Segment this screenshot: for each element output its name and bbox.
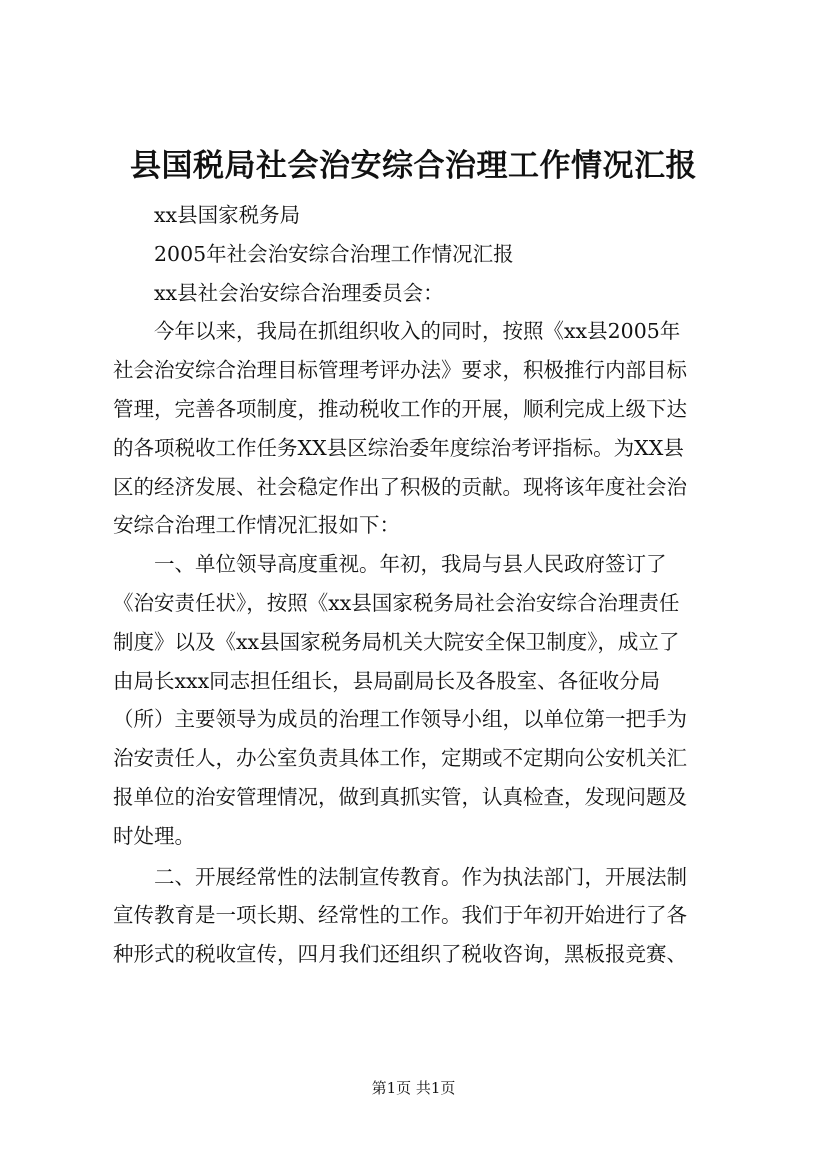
paragraph-line: 区的经济发展、社会稳定作出了积极的贡献。现将该年度社会治	[113, 474, 687, 499]
paragraph-line: 种形式的税收宣传，四月我们还组织了税收咨询，黑板报竞赛、	[113, 942, 687, 967]
paragraph-3	[113, 858, 725, 974]
salutation: xx县社会治安综合治理委员会：	[154, 280, 444, 305]
paragraph-line: 安综合治理工作情况汇报如下：	[113, 513, 400, 538]
org-line: xx县国家税务局	[154, 203, 301, 227]
page-footer: 第1页 共1页	[371, 1079, 456, 1097]
paragraph-line: 社会治安综合治理目标管理考评办法》要求，积极推行内部目标	[113, 358, 687, 383]
paragraph-line: 一、单位领导高度重视。年初，我局与县人民政府签订了	[154, 552, 667, 577]
paragraph-2	[113, 545, 725, 855]
paragraph-line: 的各项税收工作任务XX县区综治委年度综治考评指标。为XX县	[113, 435, 684, 460]
paragraph-line: 制度》以及《xx县国家税务局机关大院安全保卫制度》，成立了	[113, 629, 680, 654]
paragraph-line: 报单位的治安管理情况，做到真抓实管，认真检查，发现问题及	[113, 784, 687, 809]
paragraph-line: 治安责任人，办公室负责具体工作，定期或不定期向公安机关汇	[113, 746, 687, 771]
paragraph-line: 宣传教育是一项长期、经常性的工作。我们于年初开始进行了各	[113, 903, 687, 928]
paragraph-line: 今年以来，我局在抓组织收入的同时，按照《xx县2005年	[154, 319, 681, 344]
paragraph-line: 由局长xxx同志担任组长，县局副局长及各股室、各征收分局	[113, 668, 661, 693]
paragraph-line: （所）主要领导为成员的治理工作领导小组，以单位第一把手为	[113, 707, 687, 732]
document-body	[113, 196, 725, 974]
paragraph-line: 时处理。	[113, 823, 195, 848]
paragraph-line: 《治安责任状》，按照《xx县国家税务局社会治安综合治理责任	[113, 590, 680, 615]
paragraph-1	[113, 312, 725, 545]
document-title: 县国税局社会治安综合治理工作情况汇报	[130, 148, 697, 184]
subtitle-line: 2005年社会治安综合治理工作情况汇报	[154, 241, 514, 266]
paragraph-line: 管理，完善各项制度，推动税收工作的开展，顺利完成上级下达	[113, 396, 687, 421]
paragraph-line: 二、开展经常性的法制宣传教育。作为执法部门，开展法制	[154, 864, 687, 889]
